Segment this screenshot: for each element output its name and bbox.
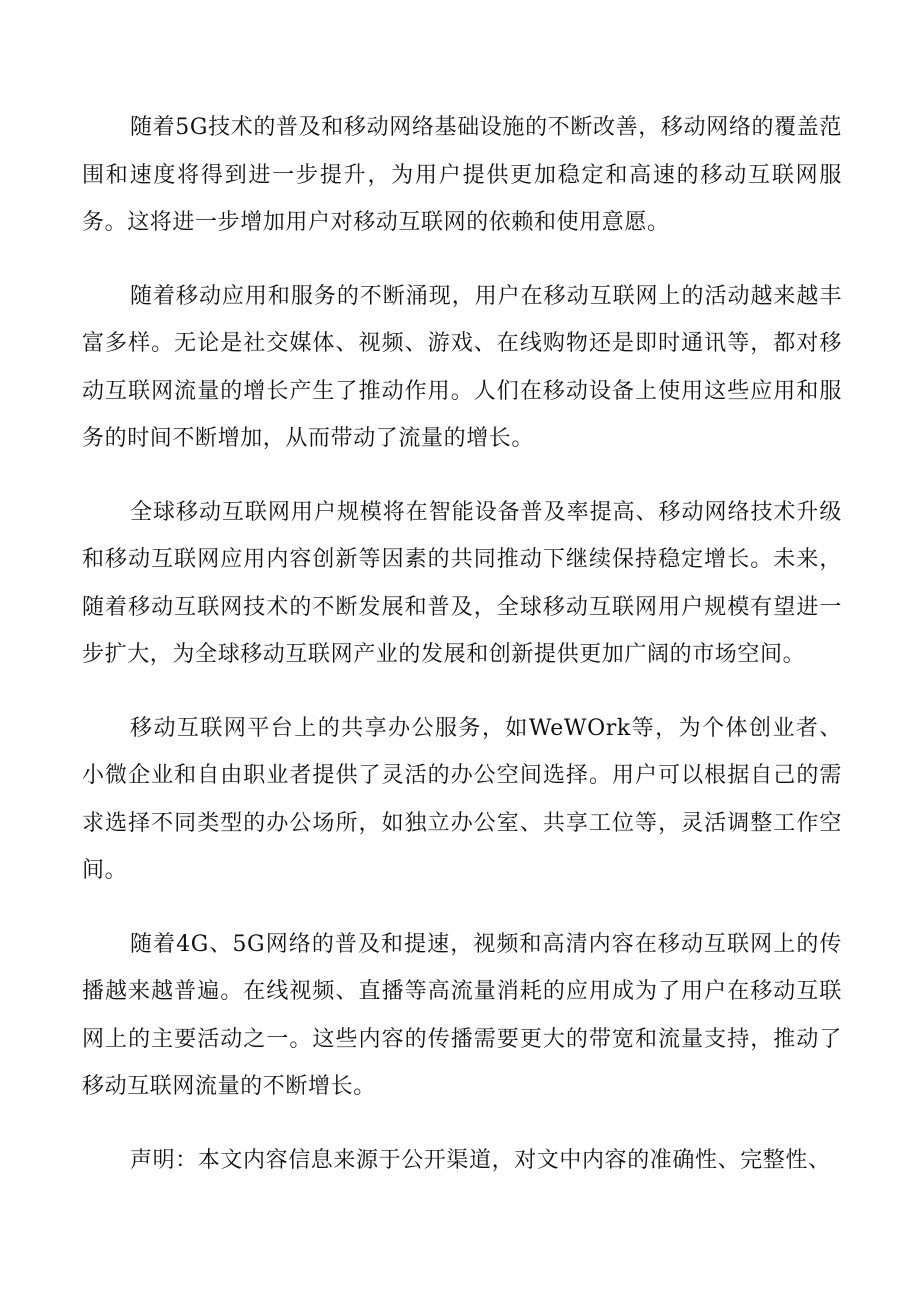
paragraph-shared-office: 移动互联网平台上的共享办公服务，如WeWOrk等，为个体创业者、小微企业和自由职业者提供了灵活的办公空间选择。用户可以根据自己的需求选择不同类型的办公场所，如独立办公室、共享工位等，灵活调整工作空间。: [82, 715, 842, 883]
document-body: [82, 104, 842, 1210]
paragraph-video-traffic: 随着4G、5G网络的普及和提速，视频和高清内容在移动互联网上的传播越来越普遍。在线视频、直播等高流量消耗的应用成为了用户在移动互联网上的主要活动之一。这些内容的传播需要更大的带宽和流量支持，推动了移动互联网流量的不断增长。: [82, 931, 842, 1099]
paragraph-disclaimer: 声明：本文内容信息来源于公开渠道，对文中内容的准确性、完整性、: [130, 1147, 831, 1173]
paragraph-mobile-apps: 随着移动应用和服务的不断涌现，用户在移动互联网上的活动越来越丰富多样。无论是社交媒体、视频、游戏、在线购物还是即时通讯等，都对移动互联网流量的增长产生了推动作用。人们在移动设备上使用这些应用和服务的时间不断增加，从而带动了流量的增长。: [82, 283, 842, 451]
paragraph-global-users: 全球移动互联网用户规模将在智能设备普及率提高、移动网络技术升级和移动互联网应用内容创新等因素的共同推动下继续保持稳定增长。未来，随着移动互联网技术的不断发展和普及，全球移动互联网用户规模有望进一步扩大，为全球移动互联网产业的发展和创新提供更加广阔的市场空间。: [82, 499, 842, 667]
paragraph-5g-network: 随着5G技术的普及和移动网络基础设施的不断改善，移动网络的覆盖范围和速度将得到进一步提升，为用户提供更加稳定和高速的移动互联网服务。这将进一步增加用户对移动互联网的依赖和使用意愿。: [82, 115, 842, 235]
